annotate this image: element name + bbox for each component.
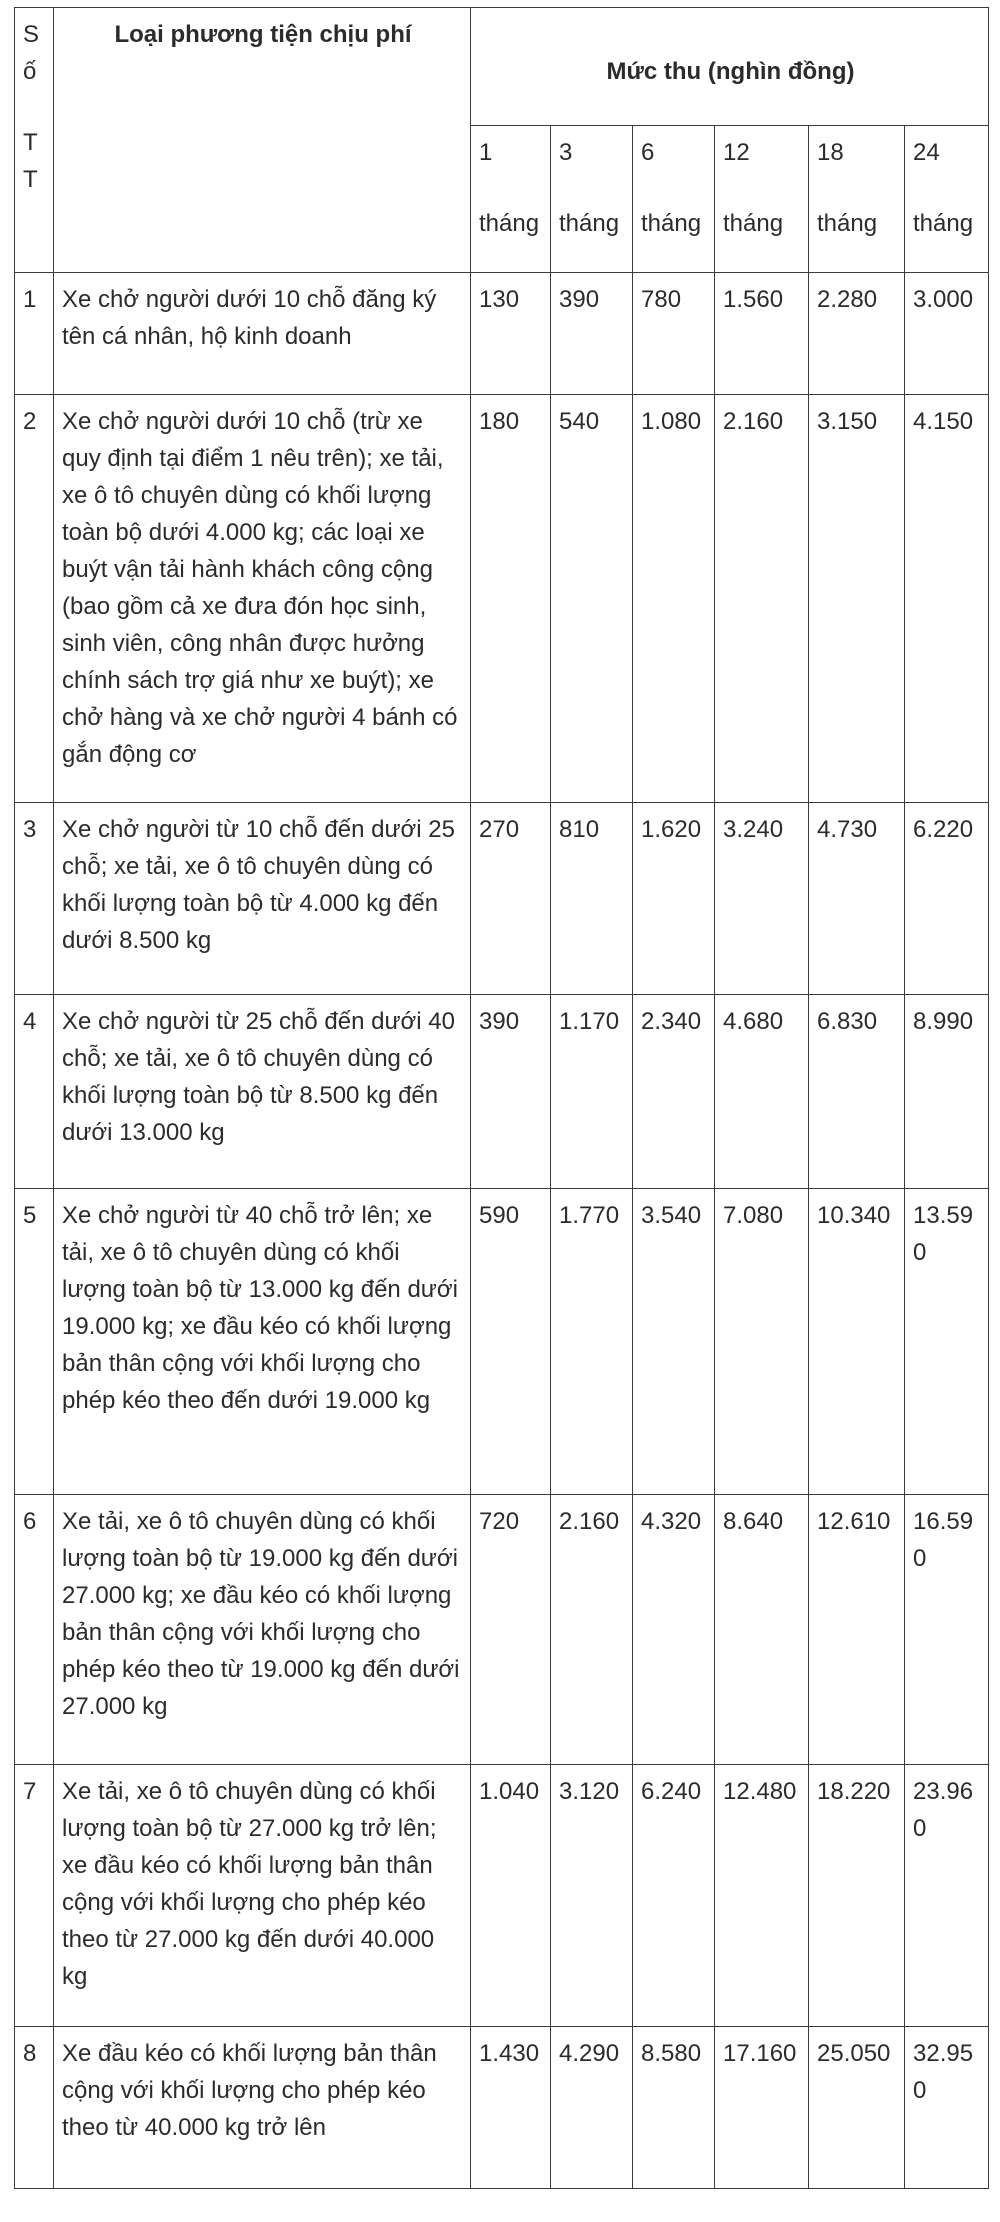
fee-cell: 10.340	[809, 1189, 905, 1495]
fee-cell: 180	[471, 395, 551, 803]
fee-cell: 12.610	[809, 1495, 905, 1765]
fee-cell: 1.770	[551, 1189, 633, 1495]
table-row	[15, 1765, 989, 2027]
period-number: 24	[913, 139, 940, 166]
fee-cell: 6.830	[809, 995, 905, 1189]
fee-cell: 810	[551, 803, 633, 995]
period-unit: tháng	[817, 210, 878, 237]
fee-cell: 16.590	[905, 1495, 989, 1765]
row-number: 1	[15, 273, 54, 395]
row-number: 2	[15, 395, 54, 803]
rate-header: Mức thu (nghìn đồng)	[471, 8, 989, 126]
period-number: 6	[641, 139, 655, 166]
fee-cell: 8.580	[633, 2027, 715, 2189]
fee-cell: 540	[551, 395, 633, 803]
fee-cell: 4.150	[905, 395, 989, 803]
vehicle-type-header: Loại phương tiện chịu phí	[54, 8, 471, 273]
row-number: 5	[15, 1189, 54, 1495]
fee-cell: 12.480	[715, 1765, 809, 2027]
period-unit: tháng	[641, 210, 702, 237]
fee-cell: 25.050	[809, 2027, 905, 2189]
fee-cell: 2.280	[809, 273, 905, 395]
fee-cell: 2.340	[633, 995, 715, 1189]
row-number: 8	[15, 2027, 54, 2189]
row-number: 4	[15, 995, 54, 1189]
fee-cell: 2.160	[715, 395, 809, 803]
period-header	[905, 126, 989, 273]
fee-cell: 6.220	[905, 803, 989, 995]
fee-cell: 270	[471, 803, 551, 995]
fee-cell: 780	[633, 273, 715, 395]
fee-cell: 1.620	[633, 803, 715, 995]
fee-cell: 17.160	[715, 2027, 809, 2189]
fee-cell: 4.320	[633, 1495, 715, 1765]
fee-cell: 8.990	[905, 995, 989, 1189]
vehicle-description: Xe chở người dưới 10 chỗ (trừ xe quy định tại điểm 1 nêu trên); xe tải, xe ô tô chuyên dùng có khối lượng toàn bộ dưới 4.000 kg; các loại xe buýt vận tải hành khách công cộng (bao gồm cả xe đưa đón học sinh, sinh viên, công nhân được hưởng chính sách trợ giá như xe buýt); xe chở hàng và xe chở người 4 bánh có gắn động cơ	[54, 395, 471, 803]
vehicle-description: Xe chở người từ 25 chỗ đến dưới 40 chỗ; xe tải, xe ô tô chuyên dùng có khối lượng toàn bộ từ 8.500 kg đến dưới 13.000 kg	[54, 995, 471, 1189]
vehicle-description: Xe đầu kéo có khối lượng bản thân cộng với khối lượng cho phép kéo theo từ 40.000 kg trở lên	[54, 2027, 471, 2189]
fee-cell: 3.540	[633, 1189, 715, 1495]
period-header	[633, 126, 715, 273]
table-row	[15, 995, 989, 1189]
fee-cell: 1.170	[551, 995, 633, 1189]
vehicle-description: Xe tải, xe ô tô chuyên dùng có khối lượng toàn bộ từ 19.000 kg đến dưới 27.000 kg; xe đầu kéo có khối lượng bản thân cộng với khối lượng cho phép kéo theo từ 19.000 kg đến dưới 27.000 kg	[54, 1495, 471, 1765]
vehicle-description: Xe chở người từ 10 chỗ đến dưới 25 chỗ; xe tải, xe ô tô chuyên dùng có khối lượng toàn bộ từ 4.000 kg đến dưới 8.500 kg	[54, 803, 471, 995]
vehicle-description: Xe chở người dưới 10 chỗ đăng ký tên cá nhân, hộ kinh doanh	[54, 273, 471, 395]
fee-cell: 23.960	[905, 1765, 989, 2027]
fee-cell: 1.560	[715, 273, 809, 395]
fee-cell: 3.120	[551, 1765, 633, 2027]
table-row	[15, 1495, 989, 1765]
period-unit: tháng	[913, 210, 974, 237]
fee-cell: 130	[471, 273, 551, 395]
period-header	[551, 126, 633, 273]
period-unit: tháng	[723, 210, 784, 237]
fee-cell: 4.730	[809, 803, 905, 995]
fee-cell: 2.160	[551, 1495, 633, 1765]
fee-cell: 8.640	[715, 1495, 809, 1765]
period-header	[715, 126, 809, 273]
fee-cell: 6.240	[633, 1765, 715, 2027]
period-number: 18	[817, 139, 844, 166]
vehicle-description: Xe tải, xe ô tô chuyên dùng có khối lượng toàn bộ từ 27.000 kg trở lên; xe đầu kéo có khối lượng bản thân cộng với khối lượng cho phép kéo theo từ 27.000 kg đến dưới 40.000 kg	[54, 1765, 471, 2027]
period-unit: tháng	[479, 210, 540, 237]
fee-cell: 1.430	[471, 2027, 551, 2189]
stt-header-line2: TT	[23, 129, 38, 193]
fee-cell: 390	[551, 273, 633, 395]
fee-cell: 32.950	[905, 2027, 989, 2189]
table-row	[15, 395, 989, 803]
fee-cell: 7.080	[715, 1189, 809, 1495]
vehicle-description: Xe chở người từ 40 chỗ trở lên; xe tải, xe ô tô chuyên dùng có khối lượng toàn bộ từ 13.000 kg đến dưới 19.000 kg; xe đầu kéo có khối lượng bản thân cộng với khối lượng cho phép kéo theo đến dưới 19.000 kg	[54, 1189, 471, 1495]
row-number: 3	[15, 803, 54, 995]
fee-cell: 3.150	[809, 395, 905, 803]
period-unit: tháng	[559, 210, 620, 237]
stt-header	[15, 8, 54, 273]
period-number: 12	[723, 139, 750, 166]
fee-cell: 18.220	[809, 1765, 905, 2027]
fee-cell: 390	[471, 995, 551, 1189]
fee-cell: 4.680	[715, 995, 809, 1189]
period-number: 1	[479, 139, 493, 166]
fee-cell: 4.290	[551, 2027, 633, 2189]
stt-header-line1: Số	[23, 21, 40, 85]
row-number: 7	[15, 1765, 54, 2027]
period-number: 3	[559, 139, 573, 166]
table-row	[15, 2027, 989, 2189]
table-row	[15, 803, 989, 995]
fee-cell: 3.000	[905, 273, 989, 395]
fee-cell: 590	[471, 1189, 551, 1495]
fee-cell: 720	[471, 1495, 551, 1765]
fee-cell: 1.040	[471, 1765, 551, 2027]
period-header	[471, 126, 551, 273]
fee-cell: 3.240	[715, 803, 809, 995]
fee-table	[14, 7, 989, 2189]
row-number: 6	[15, 1495, 54, 1765]
period-header	[809, 126, 905, 273]
table-row	[15, 273, 989, 395]
fee-cell: 13.590	[905, 1189, 989, 1495]
table-row	[15, 1189, 989, 1495]
fee-cell: 1.080	[633, 395, 715, 803]
header-row	[15, 8, 989, 126]
